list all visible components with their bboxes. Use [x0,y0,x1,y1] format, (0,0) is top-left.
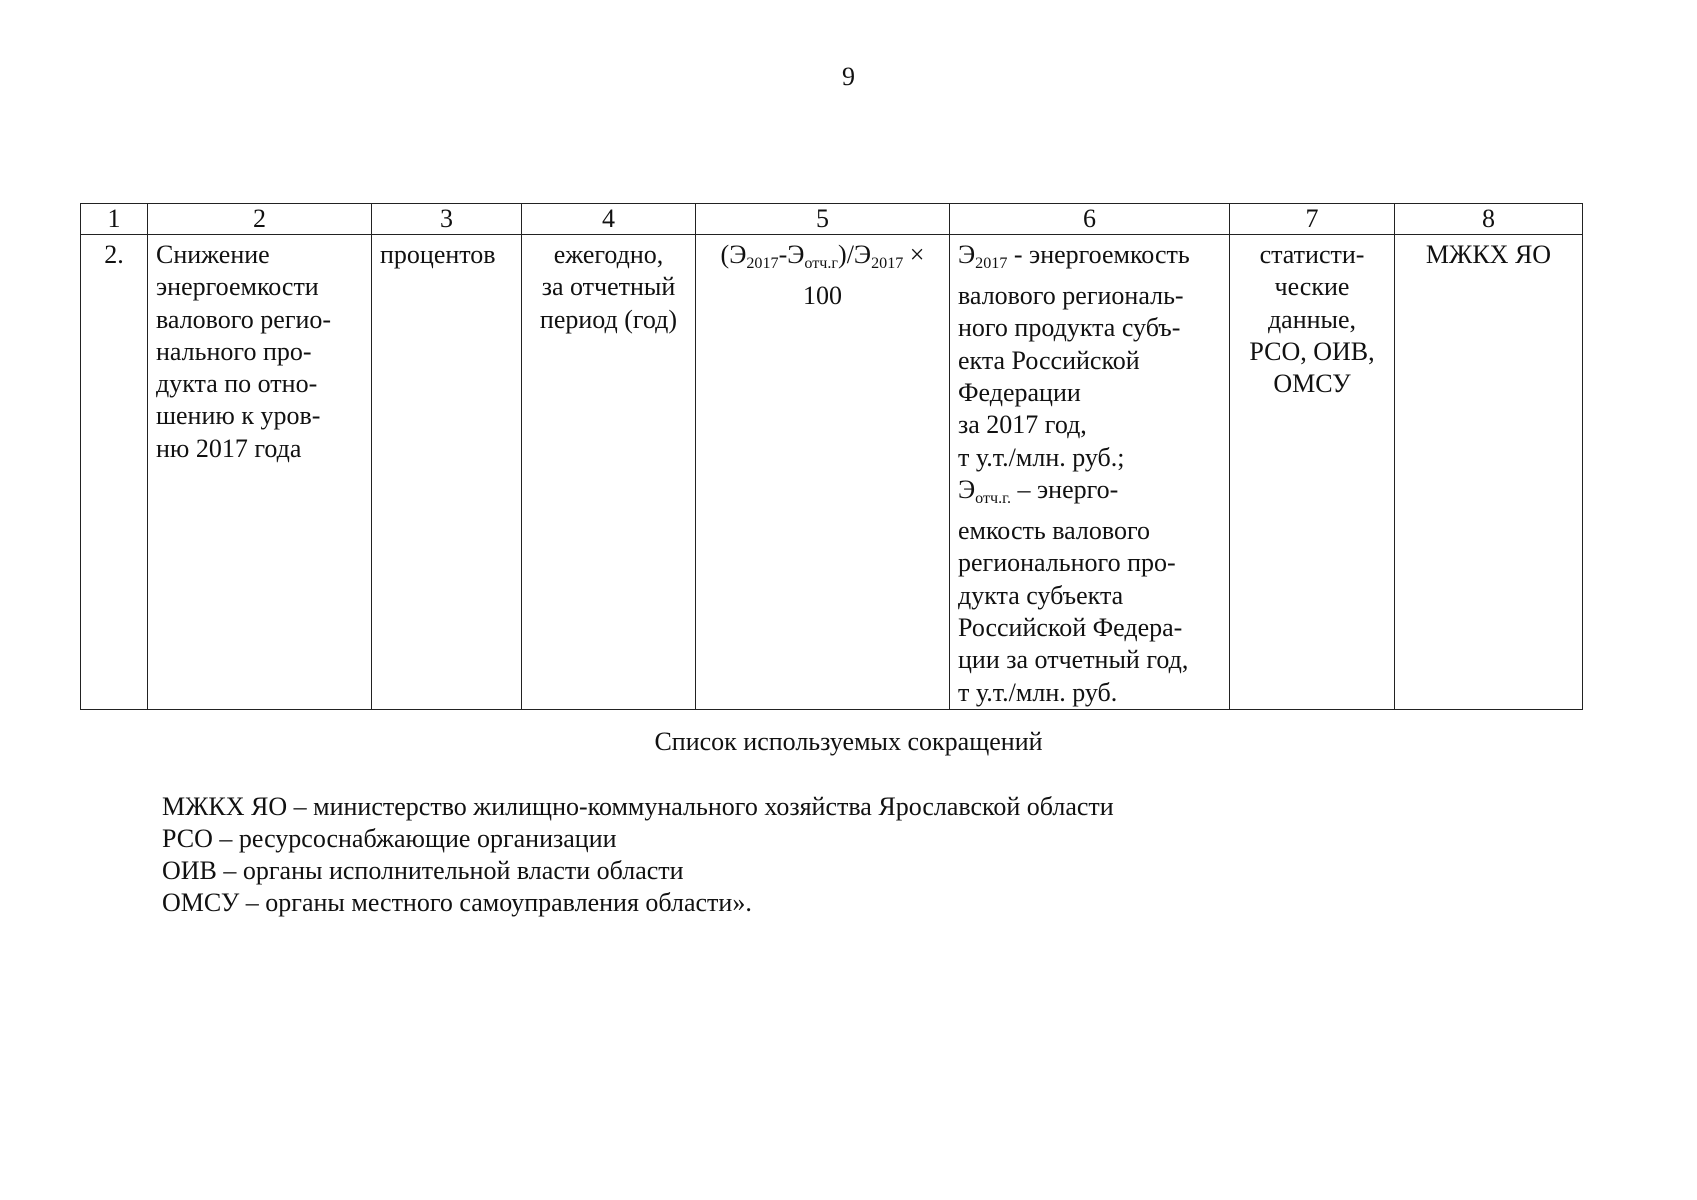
explanation-line: регионального про- [958,548,1176,578]
explanation-line: Федерации [958,378,1081,408]
indicator-line: нального про- [156,336,312,366]
explanation-line: Российской Федера- [958,612,1183,642]
periodicity-line: период (год) [539,304,678,334]
responsible-cell: МЖКХ ЯО [1395,235,1583,710]
header-cell: 6 [950,204,1230,235]
unit-cell: процентов [372,235,522,710]
explanation-line: екта Российской [958,345,1140,375]
explanation-line: т у.т./млн. руб. [958,677,1118,707]
header-cell: 2 [148,204,372,235]
source-line: ческие [1274,272,1350,302]
explanation-line: ного продукта субъ- [958,313,1181,343]
abbreviation-item: ОМСУ – органы местного самоуправления области». [162,888,752,917]
explanation-line: валового региональ- [958,281,1184,311]
header-cell: 8 [1395,204,1583,235]
periodicity-line: за отчетный [541,272,676,302]
indicator-table [80,203,1583,710]
header-cell: 4 [522,204,696,235]
explanation-ecur-definition: $Э_{отч.г.}$ – энерго- [958,474,1119,507]
explanation-line: емкость валового [958,516,1151,546]
indicator-line: Снижение [156,240,270,269]
source-line: данные, [1267,304,1357,334]
row-number-cell: 2. [81,235,148,710]
header-cell: 5 [696,204,950,235]
header-cell: 3 [372,204,522,235]
explanation-cell [950,235,1230,710]
abbreviation-item: РСО – ресурсоснабжающие организации [162,824,617,853]
header-cell: 7 [1230,204,1395,235]
source-line: ОМСУ [1273,369,1351,399]
formula-expression: $(Э_{2017}-Э_{отч.г})/Э_{2017}$ × [720,240,925,272]
explanation-e2017-definition: $Э_{2017}$ - энергоемкость [958,240,1190,272]
abbreviation-item: ОИВ – органы исполнительной власти области [162,856,684,885]
explanation-line: за 2017 год, [958,410,1087,440]
formula-multiplier: 100 [803,281,842,311]
indicator-line: энергоемкости [156,272,319,302]
table-header-row [81,204,1583,235]
formula-cell [696,235,950,710]
periodicity-cell [522,235,696,710]
header-cell: 1 [81,204,148,235]
table-row [81,235,1583,710]
explanation-line: ции за отчетный год, [958,645,1189,675]
source-line: РСО, ОИВ, [1249,336,1375,366]
indicator-line: ню 2017 года [156,433,302,463]
indicator-line: дукта по отно- [156,369,318,399]
periodicity-line: ежегодно, [553,240,664,269]
explanation-line: т у.т./млн. руб.; [958,442,1125,472]
indicator-line: валового регио- [156,304,332,334]
abbreviations-title: Список используемых сокращений [654,727,1043,756]
indicator-line: шению к уров- [156,401,321,431]
source-line: статисти- [1259,240,1365,269]
explanation-line: дукта субъекта [958,580,1124,610]
abbreviations-list [162,791,1114,919]
data-source-cell [1230,235,1395,710]
abbreviation-item: МЖКХ ЯО – министерство жилищно-коммунального хозяйства Ярославской области [162,792,1114,821]
page-number: 9 [842,62,855,91]
indicator-name-cell [148,235,372,710]
